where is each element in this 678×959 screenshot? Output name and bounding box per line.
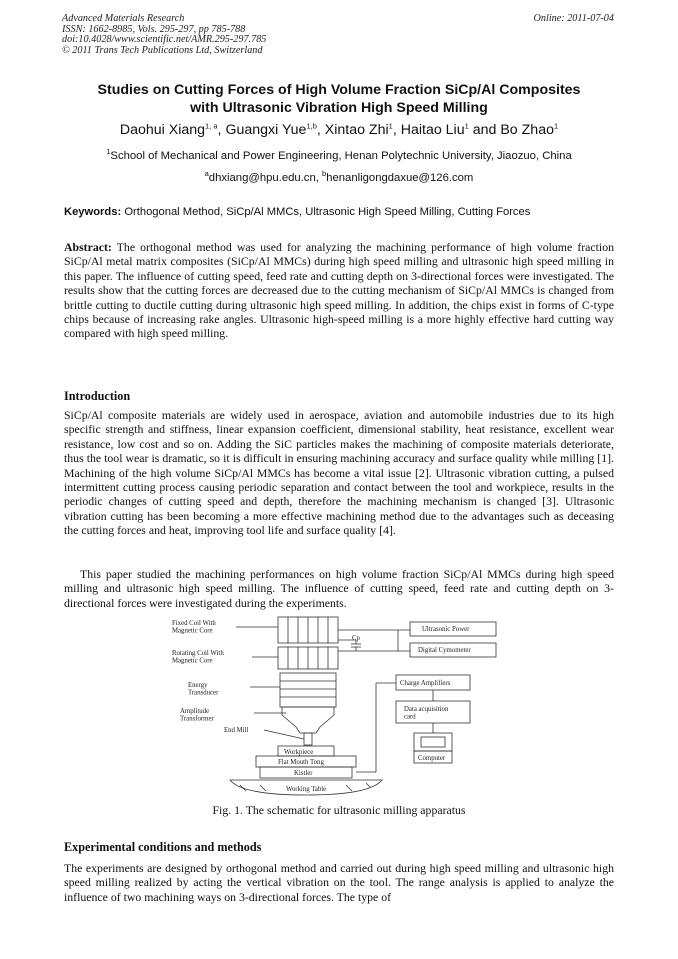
title-line-2: with Ultrasonic Vibration High Speed Milling [190,99,488,116]
label-computer: Computer [418,755,446,762]
online-date: Online: 2011-07-04 [533,13,614,24]
author: Xintao Zhi$^1$, [324,121,401,138]
issn: ISSN: 1662-8985, Vols. 295-297, pp 785-788 [62,23,246,35]
label-amplitude-transformer: Amplitude Transformer [180,708,214,723]
affiliation: $^1$School of Mechanical and Power Engineering, Henan Polytechnic University, Jiaozuo, China [106,147,572,162]
label-rotating-coil: Rotating Coil With Magnetic Core [172,650,224,665]
author: Guangxi Yue$^{1,b}$, [225,121,325,138]
copyright: © 2011 Trans Tech Publications Ltd, Switzerland [62,44,263,56]
author: Haitao Liu$^1$ and [400,121,501,138]
intro-paragraph-2: This paper studied the machining performances on high volume fraction SiCp/Al MMCs during high speed milling and ultrasonic high speed milling. The influence of cutting speed, feed rate and cutting depth on 3-directional forces were investigated during the experiments. [64,567,614,610]
apparatus-schematic [170,615,510,797]
section-heading-introduction: Introduction [64,389,131,403]
label-energy-transducer: Energy Transducer [188,682,219,697]
label-digital-cymometer: Digital Cymometer [418,647,471,654]
label-kistler: Kistler [294,770,313,777]
author: Daohui Xiang$^{1, a}$, [119,121,226,138]
keywords: Keywords: Orthogonal Method, SiCp/Al MMCs, Ultrasonic High Speed Milling, Cutting Forces [64,206,531,218]
author-list [20,122,658,138]
journal-header [62,14,266,56]
label-data-acquisition: Data acquisition card [404,706,449,721]
abstract: Abstract: The orthogonal method was used for analyzing the machining performance of high volume fraction SiCp/Al metal matrix composites (SiCp/Al MMCs) during high speed milling and ultrasonic high speed milling in this paper. The influence of cutting speed, feed rate and cutting depth on 3-directional forces were investigated. The results show that the cutting forces are decreased due to the cutting mechanism of SiCp/Al MMCs is changed from brittle cutting to ductile cutting during ultrasonic high speed milling. In addition, the chips exist in forms of C-type chips because of increasing rake angles. Ultrasonic high-speed milling is a more highly effective hard cutting way compared with high speed milling. [64,240,614,341]
title-line-1: Studies on Cutting Forces of High Volume Fraction SiCp/Al Composites [97,82,581,98]
label-ultrasonic-power: Ultrasonic Power [422,626,470,633]
doi: doi:10.4028/www.scientific.net/AMR.295-297.785 [62,34,267,46]
experimental-paragraph: The experiments are designed by orthogonal method and carried out during high speed milling and ultrasonic high speed milling realized by acting the vertical vibration on the tool. The range analysis is applied to analyze the influence of two machining ways on 3-directional forces. The type of [64,861,614,904]
paper-title [40,82,638,117]
author-emails: $^a$dhxiang@hpu.edu.cn, $^b$henanligongdaxue@126.com [204,169,474,184]
author: Bo Zhao$^1$ [500,121,559,138]
email-link-a[interactable]: dhxiang@hpu.edu.cn [208,172,316,184]
label-flat-mouth-tong: Flat Mouth Tong [278,759,324,766]
label-cp: Cp [352,635,360,642]
figure-caption: Fig. 1. The schematic for ultrasonic milling apparatus [212,803,466,817]
label-charge-amplifiers: Charge Amplifiers [400,680,451,687]
section-heading-experimental: Experimental conditions and methods [64,840,262,854]
label-end-mill: End Mill [224,727,249,734]
label-fixed-coil: Fixed Coil With Magnetic Core [172,620,216,635]
journal-name: Advanced Materials Research [62,13,185,24]
intro-paragraph-1: SiCp/Al composite materials are widely used in aerospace, aviation and automobile industries due to its high specific strength and stiffness, linear expansion coefficient, dimensional stability, heat resistance, excellent wear resistance, low cost and so on. Adding the SiC particles makes the machining of composite materials deteriorate, thus the tool wear is dramatic, so it is difficult in ensuring machining accuracy and surface quality while milling [1]. Machining of the high volume SiCp/Al MMCs has become a vital issue [2]. Ultrasonic vibration cutting, a pulsed intermittent cutting process causing periodic separation and contact between the tool and workpiece, results in the periodic changes of cutting speed and depth, therefore the machining mechanism is changed [3]. Ultrasonic vibration cutting has been becoming a more effective machining method due to the advantages such as deceasing the cutting forces and heat, improving tool life and surface quality [4]. [64,408,614,538]
label-workpiece: Workpiece [284,749,314,756]
label-working-table: Working Table [286,786,327,793]
email-link-b[interactable]: henanligongdaxue@126.com [326,172,474,184]
